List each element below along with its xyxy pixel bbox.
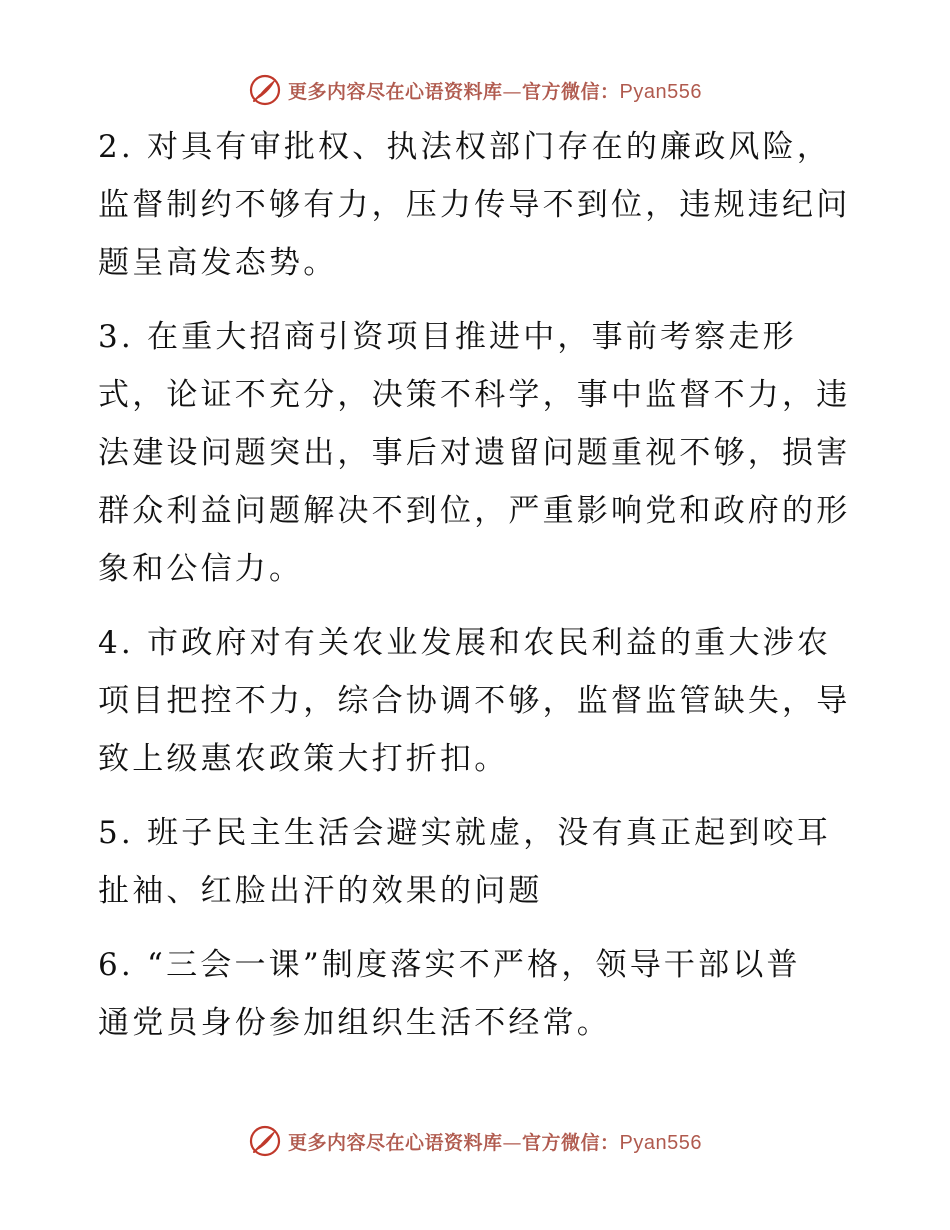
paragraph-line: 监督制约不够有力，压力传导不到位，违规违纪问 [98,187,851,223]
paragraph-line: 题呈高发态势。 [98,245,338,281]
paragraph-line: 3. 在重大招商引资项目推进中，事前考察走形 [98,319,797,355]
paragraph-line: 扯袖、红脸出汗的效果的问题 [98,873,543,909]
paragraph-item-6 [98,936,858,1052]
paragraph-line: 法建设问题突出，事后对遗留问题重视不够，损害 [98,435,851,471]
quill-logo-icon [248,1124,282,1158]
paragraph-line: 项目把控不力，综合协调不够，监督监管缺失，导 [98,683,851,719]
watermark-wechat-label: 官方微信： [522,1131,620,1154]
watermark-text [288,1128,702,1155]
quill-logo-icon [248,73,282,107]
watermark-main: 更多内容尽在心语资料库 [288,1131,503,1154]
paragraph-item-3 [98,308,858,598]
watermark-separator: — [502,80,523,103]
watermark-separator: — [502,1131,523,1154]
paragraph-line: 6. “三会一课”制度落实不严格，领导干部以普 [98,947,801,983]
paragraph-line: 5. 班子民主生活会避实就虚，没有真正起到咬耳 [98,815,832,851]
paragraph-item-5 [98,804,858,920]
paragraph-item-4 [98,614,858,788]
header-watermark [0,70,950,110]
paragraph-line: 致上级惠农政策大打折扣。 [98,741,509,777]
footer-watermark [0,1121,950,1161]
paragraph-line: 象和公信力。 [98,551,304,587]
paragraph-line: 群众利益问题解决不到位，严重影响党和政府的形 [98,493,851,529]
watermark-text [288,77,702,104]
paragraph-line: 4. 市政府对有关农业发展和农民利益的重大涉农 [98,625,832,661]
paragraph-line: 通党员身份参加组织生活不经常。 [98,1005,611,1041]
watermark-main: 更多内容尽在心语资料库 [288,80,503,103]
watermark-wechat-id: Pyan556 [619,80,702,103]
paragraph-line: 式，论证不充分，决策不科学，事中监督不力，违 [98,377,851,413]
watermark-wechat-id: Pyan556 [619,1131,702,1154]
paragraph-item-2 [98,118,858,292]
watermark-wechat-label: 官方微信： [522,80,620,103]
paragraph-line: 2. 对具有审批权、执法权部门存在的廉政风险， [98,129,832,165]
document-body [98,118,858,1068]
